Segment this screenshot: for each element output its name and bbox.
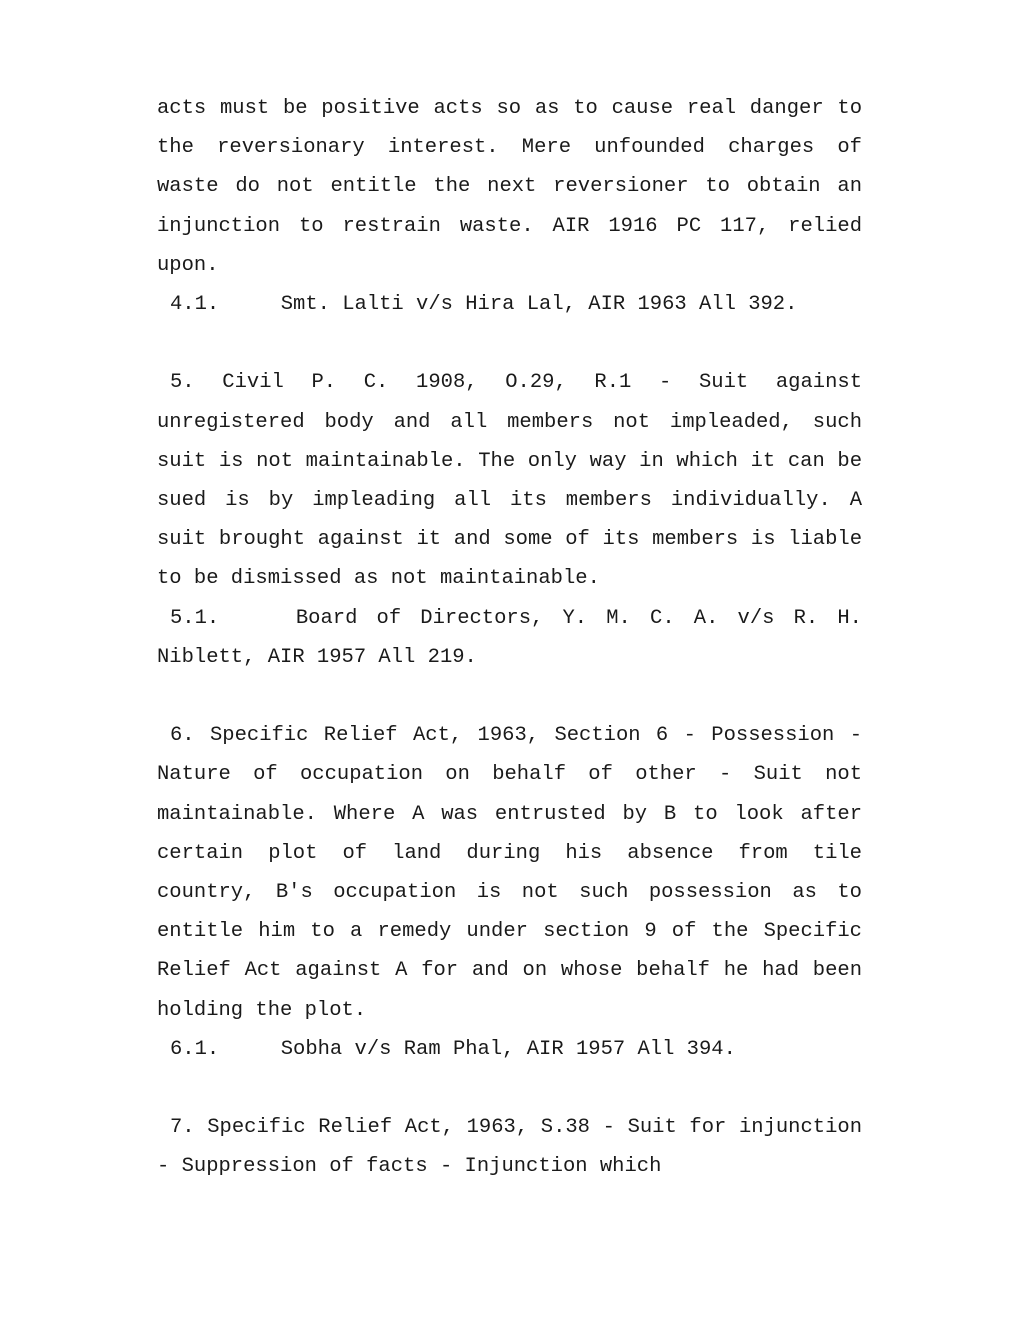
citation-6-1: 6.1. Sobha v/s Ram Phal, AIR 1957 All 394.: [170, 1037, 736, 1061]
text-column: [157, 89, 875, 1187]
paragraph-gap: [157, 1069, 862, 1108]
paragraph-4-continuation: acts must be positive acts so as to cause real danger to the reversionary interest. Mere unfounded charges of waste do not entitle the next reversioner to obtain an injunction to restrain waste. AIR 1916 PC 117, relied upon.: [157, 97, 862, 277]
paragraph-6: 6. Specific Relief Act, 1963, Section 6 - Possession - Nature of occupation on behalf of other - Suit not maintainable. Where A was entrusted by B to look after certain plot of land during his absence from tile country, B's occupation is not such possession as to entitle him to a remedy under section 9 of the Specific Relief Act against A for and on whose behalf he had been holding the plot.: [157, 724, 862, 1022]
citation-4-1: 4.1. Smt. Lalti v/s Hira Lal, AIR 1963 All 392.: [170, 293, 798, 317]
paragraph-gap: [157, 324, 862, 363]
paragraph-gap: [157, 677, 862, 716]
paragraph-7: 7. Specific Relief Act, 1963, S.38 - Suit for injunction - Suppression of facts - Injunction which: [157, 1116, 862, 1179]
paragraph-5: 5. Civil P. C. 1908, O.29, R.1 - Suit against unregistered body and all members not impleaded, such suit is not maintainable. The only way in which it can be sued is by impleading all its members individually. A suit brought against it and some of its members is liable to be dismissed as not maintainable.: [157, 371, 862, 591]
citation-5-1: 5.1. Board of Directors, Y. M. C. A. v/s R. H. Niblett, AIR 1957 All 219.: [157, 606, 875, 669]
